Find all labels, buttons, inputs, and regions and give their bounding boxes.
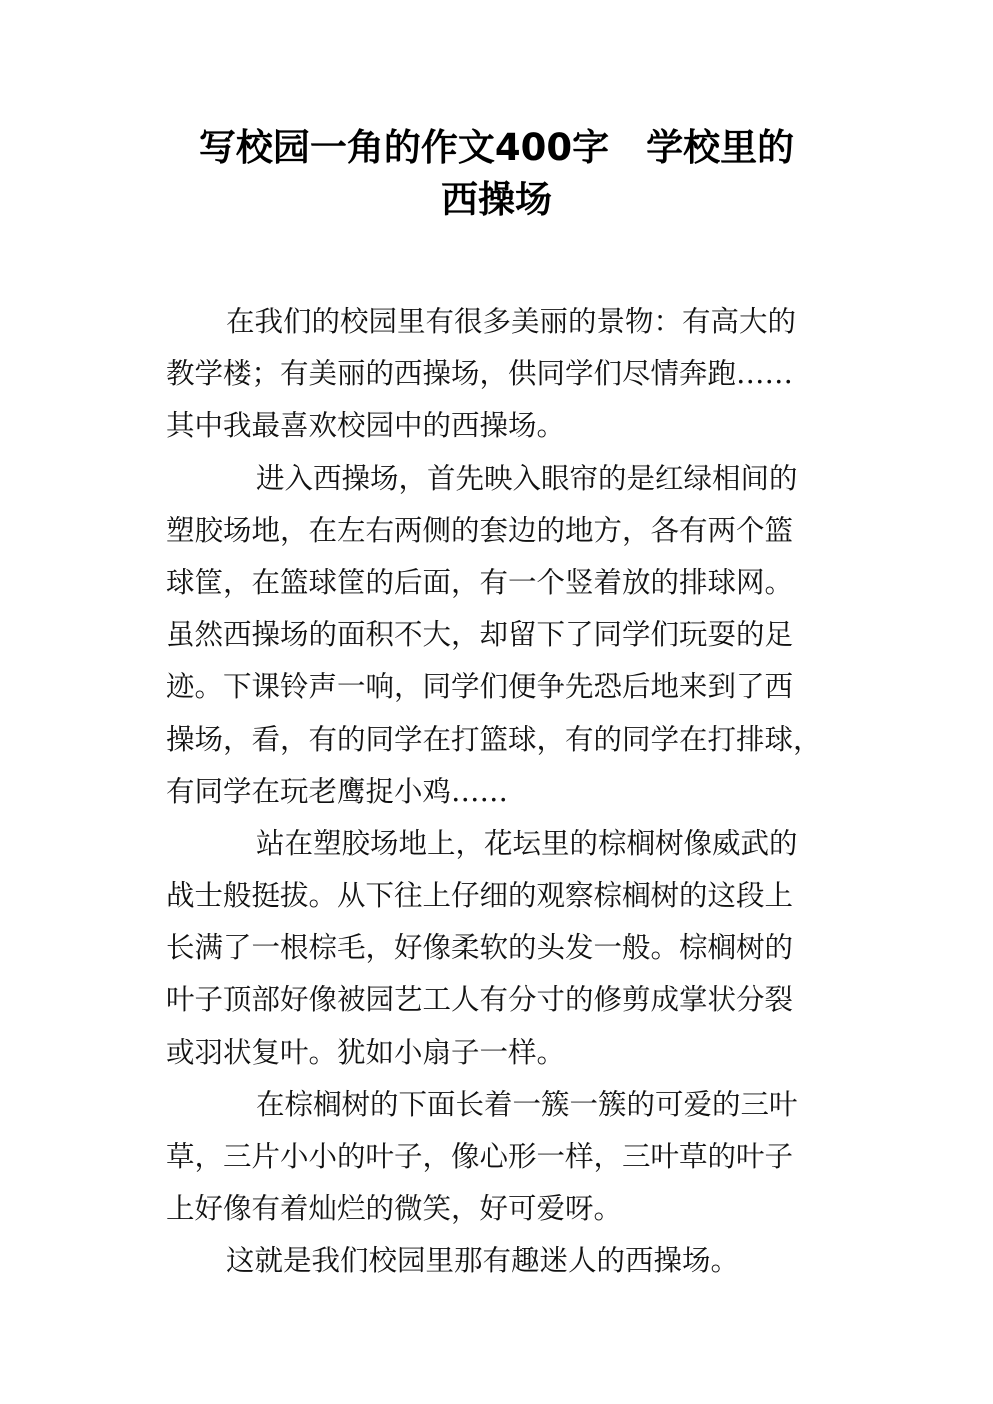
text-line: 上好像有着灿烂的微笑，好可爱呀。 [166, 1192, 623, 1226]
text-line: 这就是我们校园里那有趣迷人的西操场。 [226, 1244, 740, 1278]
text-line: 虽然西操场的面积不大，却留下了同学们玩耍的足 [166, 618, 794, 652]
text-line: 有同学在玩老鹰捉小鸡…… [166, 774, 509, 808]
text-line: 或羽状复叶。犹如小扇子一样。 [166, 1035, 566, 1069]
paragraph-5 [166, 1235, 830, 1287]
title-line-1: 写校园一角的作文400字 学校里的 [198, 126, 795, 169]
text-line: 其中我最喜欢校园中的西操场。 [166, 409, 566, 443]
text-line: 操场，看，有的同学在打篮球，有的同学在打排球， [166, 722, 822, 756]
paragraph-1 [166, 296, 830, 453]
text-line: 球筐，在篮球筐的后面，有一个竖着放的排球网。 [166, 565, 794, 599]
text-line: 教学楼；有美丽的西操场，供同学们尽情奔跑…… [166, 357, 794, 391]
paragraph-3 [166, 818, 830, 1079]
text-line: 塑胶场地，在左右两侧的套边的地方，各有两个篮 [166, 513, 794, 547]
paragraph-2 [166, 453, 830, 818]
text-line: 战士般挺拔。从下往上仔细的观察棕榈树的这段上 [166, 879, 794, 913]
title-line-2: 西操场 [441, 178, 552, 221]
document-title [150, 122, 843, 226]
text-line: 草，三片小小的叶子，像心形一样，三叶草的叶子 [166, 1140, 794, 1173]
paragraph-4 [166, 1079, 830, 1236]
text-line: 在我们的校园里有很多美丽的景物：有高大的 [226, 305, 797, 338]
text-line: 在棕榈树的下面长着一簇一簇的可爱的三叶 [256, 1087, 798, 1121]
document-body [166, 296, 830, 1288]
text-line: 迹。下课铃声一响，同学们便争先恐后地来到了西 [166, 670, 794, 704]
text-line: 站在塑胶场地上，花坛里的棕榈树像威武的 [256, 826, 798, 860]
text-line: 进入西操场，首先映入眼帘的是红绿相间的 [256, 461, 798, 495]
text-line: 长满了一根棕毛，好像柔软的头发一般。棕榈树的 [166, 931, 794, 965]
text-line: 叶子顶部好像被园艺工人有分寸的修剪成掌状分裂 [166, 983, 794, 1017]
